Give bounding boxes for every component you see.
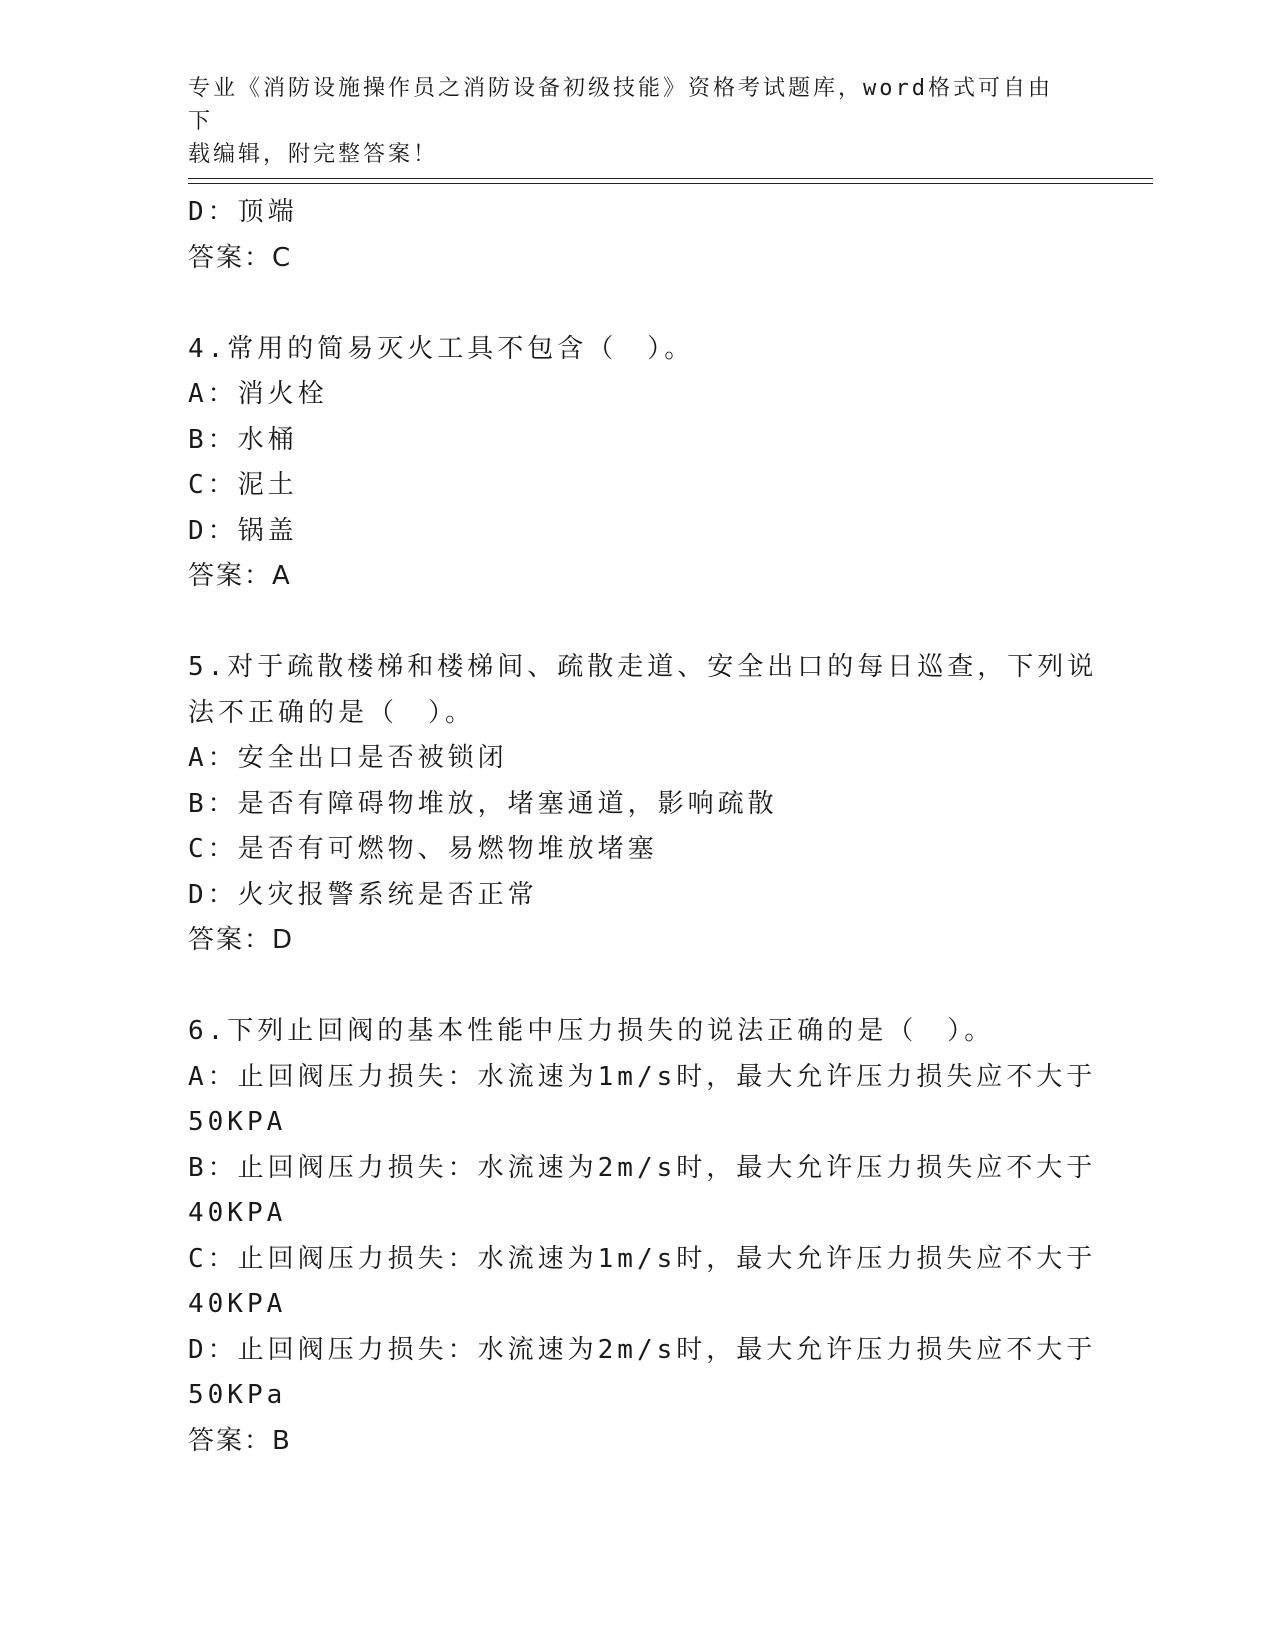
option-a-continued: 50KPA <box>188 1107 287 1137</box>
option-b: B：止回阀压力损失：水流速为2m/s时，最大允许压力损失应不大于 <box>188 1152 1097 1183</box>
option-c-continued: 40KPA <box>188 1289 287 1319</box>
header-line-1: 专业《消防设施操作员之消防设备初级技能》资格考试题库，word格式可自由下 <box>188 76 1053 134</box>
spacer <box>188 600 1068 646</box>
option-c: C：是否有可燃物、易燃物堆放堵塞 <box>188 834 658 864</box>
option-a: A：消火栓 <box>188 379 328 409</box>
option-d: D：止回阀压力损失：水流速为2m/s时，最大允许压力损失应不大于 <box>188 1334 1097 1365</box>
option-b: B：水桶 <box>188 424 298 455</box>
spacer <box>188 964 1068 1010</box>
option-b-continued: 40KPA <box>188 1198 287 1228</box>
question-5 <box>188 645 1098 964</box>
option-a: A：止回阀压力损失：水流速为1m/s时，最大允许压力损失应不大于 <box>188 1061 1097 1092</box>
answer: 答案：B <box>188 1425 292 1456</box>
header-divider-top <box>188 178 1153 179</box>
question-6 <box>188 1009 1097 1464</box>
question-stem-continued: 法不正确的是（ ）。 <box>188 697 476 728</box>
option-d: D：顶端 <box>188 197 298 227</box>
spacer <box>188 281 1068 327</box>
question-stem: 4.常用的简易灭火工具不包含（ ）。 <box>188 333 695 364</box>
option-b: B：是否有障碍物堆放，堵塞通道，影响疏散 <box>188 788 778 819</box>
question-4 <box>188 327 1068 600</box>
header-divider-bottom <box>188 183 1153 184</box>
question-stem: 6.下列止回阀的基本性能中压力损失的说法正确的是（ ）。 <box>188 1016 995 1046</box>
question-stem: 5.对于疏散楼梯和楼梯间、疏散走道、安全出口的每日巡查，下列说 <box>188 652 1098 682</box>
option-d: D：火灾报警系统是否正常 <box>188 879 538 910</box>
document-header <box>188 72 1068 171</box>
option-c: C：止回阀压力损失：水流速为1m/s时，最大允许压力损失应不大于 <box>188 1243 1097 1274</box>
option-d: D：锅盖 <box>188 515 298 546</box>
answer: 答案：D <box>188 925 295 955</box>
option-c: C：泥土 <box>188 470 298 500</box>
answer: 答案：C <box>188 242 293 273</box>
option-a: A：安全出口是否被锁闭 <box>188 743 508 773</box>
document-body <box>188 190 1098 1464</box>
option-d-continued: 50KPa <box>188 1380 287 1410</box>
answer: 答案：A <box>188 561 292 591</box>
header-line-2: 载编辑，附完整答案！ <box>188 142 439 167</box>
